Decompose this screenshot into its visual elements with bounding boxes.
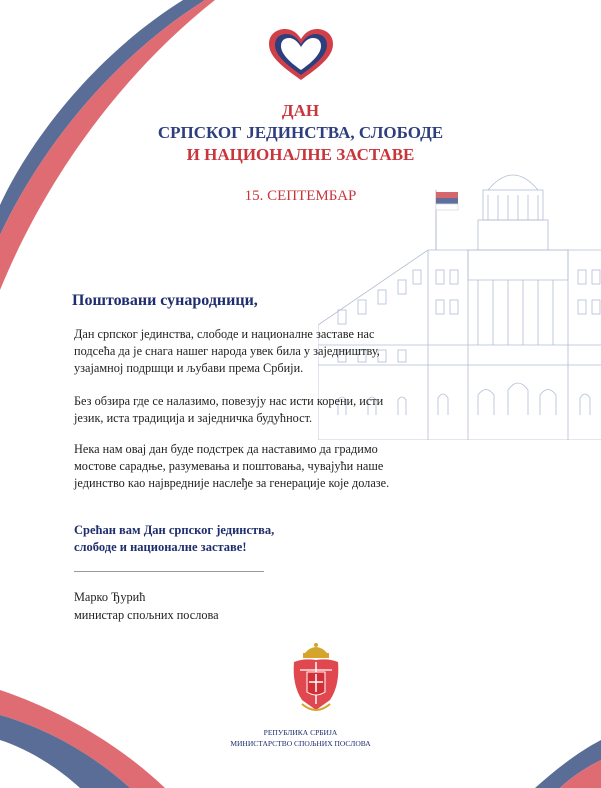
paragraph-1: Дан српског јединства, слободе и националне заставе нас подсећа да је снага нашег народа увек била у заједништву, узајамној подршци и љубави према Србији. [74, 327, 380, 375]
footer-ministry: МИНИСТАРСТВО СПОЉНИХ ПОСЛОВА [230, 739, 371, 748]
greeting: Поштовани сународници, [72, 292, 258, 309]
closing-line-1: Срећан вам Дан српског јединства, [74, 523, 275, 537]
heart-logo-icon [266, 28, 336, 84]
signature-line [74, 571, 264, 572]
paragraph-3: Нека нам овај дан буде подстрек да наставимо да градимо мостове сарадње, разумевања и поштовања, чувајући наше јединство као највредније наслеђе за генерације које долазе. [74, 442, 390, 490]
signature-block [74, 588, 219, 624]
date-label: 15. СЕПТЕМБАР [244, 188, 357, 204]
paragraph-2: Без обзира где се налазимо, повезују нас исти корени, исти језик, иста традиција и заједничка будућност. [74, 394, 384, 425]
title-line-1: ДАН [281, 101, 320, 120]
closing-wish [74, 522, 374, 556]
title-line-3: И НАЦИОНАЛНЕ ЗАСТАВЕ [186, 145, 415, 164]
coat-of-arms-icon [292, 640, 340, 716]
signature-name: Марко Ђурић [74, 590, 146, 604]
footer-republic: РЕПУБЛИКА СРБИЈА [263, 728, 338, 737]
title-line-2: СРПСКОГ ЈЕДИНСТВА, СЛОБОДЕ [157, 123, 444, 142]
closing-line-2: слободе и националне заставе! [74, 540, 247, 554]
signature-title: министар спољних послова [74, 608, 219, 622]
